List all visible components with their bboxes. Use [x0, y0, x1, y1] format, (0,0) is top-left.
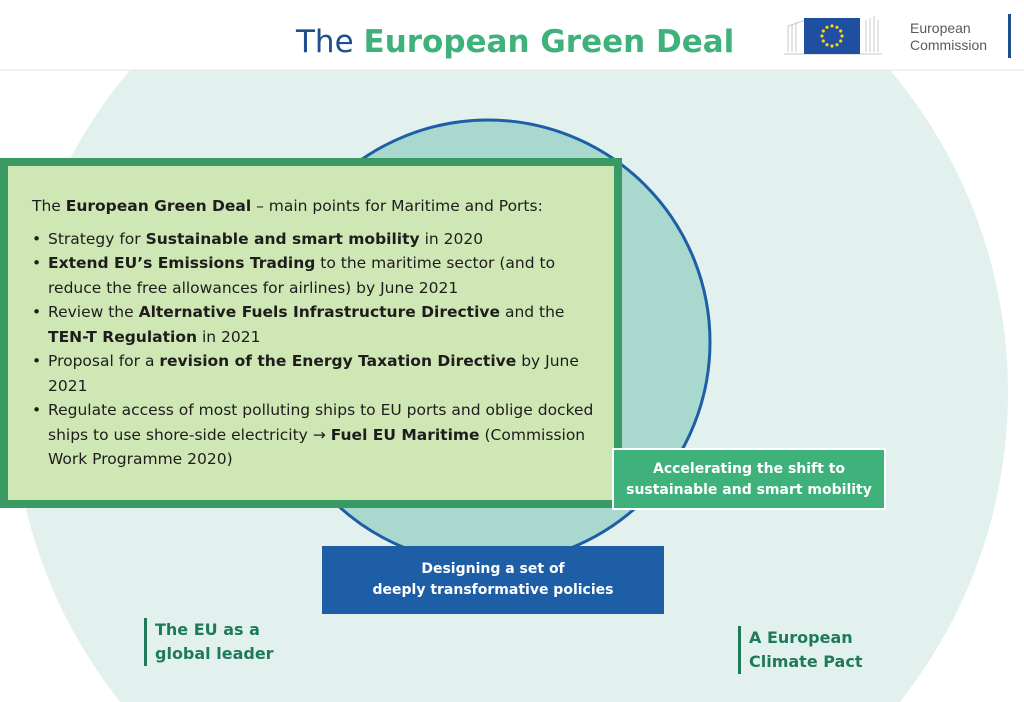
item-text: Regulate access of most polluting ships to EU ports and oblige docked ships to use shore-side electricity →: [48, 401, 594, 444]
climate-pact-line-2: Climate Pact: [749, 652, 863, 671]
item-text: in 2020: [419, 229, 484, 248]
item-text: Review the: [48, 303, 139, 321]
logo-bar: [1008, 14, 1011, 58]
title-plain: The: [296, 24, 354, 60]
global-leader-label: [144, 618, 274, 666]
climate-pact-line-1: A European: [749, 628, 853, 647]
item-text: and the: [500, 303, 565, 321]
box-intro: [32, 194, 596, 219]
item-text: to the maritime sector (and to reduce the free allowances for airlines) by June 2021: [48, 254, 556, 297]
intro-bold: European Green Deal: [65, 197, 252, 215]
logo-text: [910, 20, 987, 54]
mobility-line-2: sustainable and smart mobility: [626, 482, 872, 498]
global-leader-line-1: The EU as a: [155, 620, 260, 639]
list-item: [32, 349, 596, 398]
intro-pre: The: [32, 197, 66, 215]
intro-post: – main points for Maritime and Ports:: [251, 197, 543, 215]
item-bold: revision of the Energy Taxation Directive: [159, 352, 517, 370]
policies-line-2: deeply transformative policies: [372, 582, 614, 598]
item-bold: Fuel EU Maritime: [330, 425, 480, 444]
global-leader-line-2: global leader: [155, 644, 274, 663]
eu-flag-icon: [804, 18, 860, 54]
page-title: [296, 22, 734, 62]
list-item: [32, 227, 596, 252]
mobility-line-1: Accelerating the shift to: [652, 461, 846, 477]
title-bold: European Green Deal: [363, 24, 735, 60]
list-item: [32, 300, 596, 349]
maritime-points-content: [32, 194, 596, 472]
item-bold: Extend EU’s Emissions Trading: [48, 254, 316, 272]
mobility-shift-label: [612, 448, 886, 510]
points-list: [32, 227, 596, 472]
item-bold: Sustainable and smart mobility: [145, 229, 420, 248]
transformative-policies-label: [322, 546, 664, 614]
item-bold: Alternative Fuels Infrastructure Directive: [138, 303, 501, 321]
logo-line-1: European: [910, 20, 971, 36]
climate-pact-label: [738, 626, 862, 674]
list-item: [32, 251, 596, 300]
item-text: in 2021: [197, 327, 261, 346]
european-commission-logo: [782, 8, 1014, 60]
item-text: Proposal for a: [48, 352, 160, 370]
item-text: Strategy for: [48, 229, 146, 248]
item-text: (Commission Work Programme 2020): [48, 425, 586, 468]
policies-line-1: Designing a set of: [421, 561, 565, 577]
list-item: [32, 398, 596, 472]
maritime-points-box: [0, 158, 622, 508]
item-text: by June 2021: [48, 352, 579, 395]
logo-line-2: Commission: [910, 37, 988, 53]
item-bold: TEN-T Regulation: [48, 327, 198, 346]
